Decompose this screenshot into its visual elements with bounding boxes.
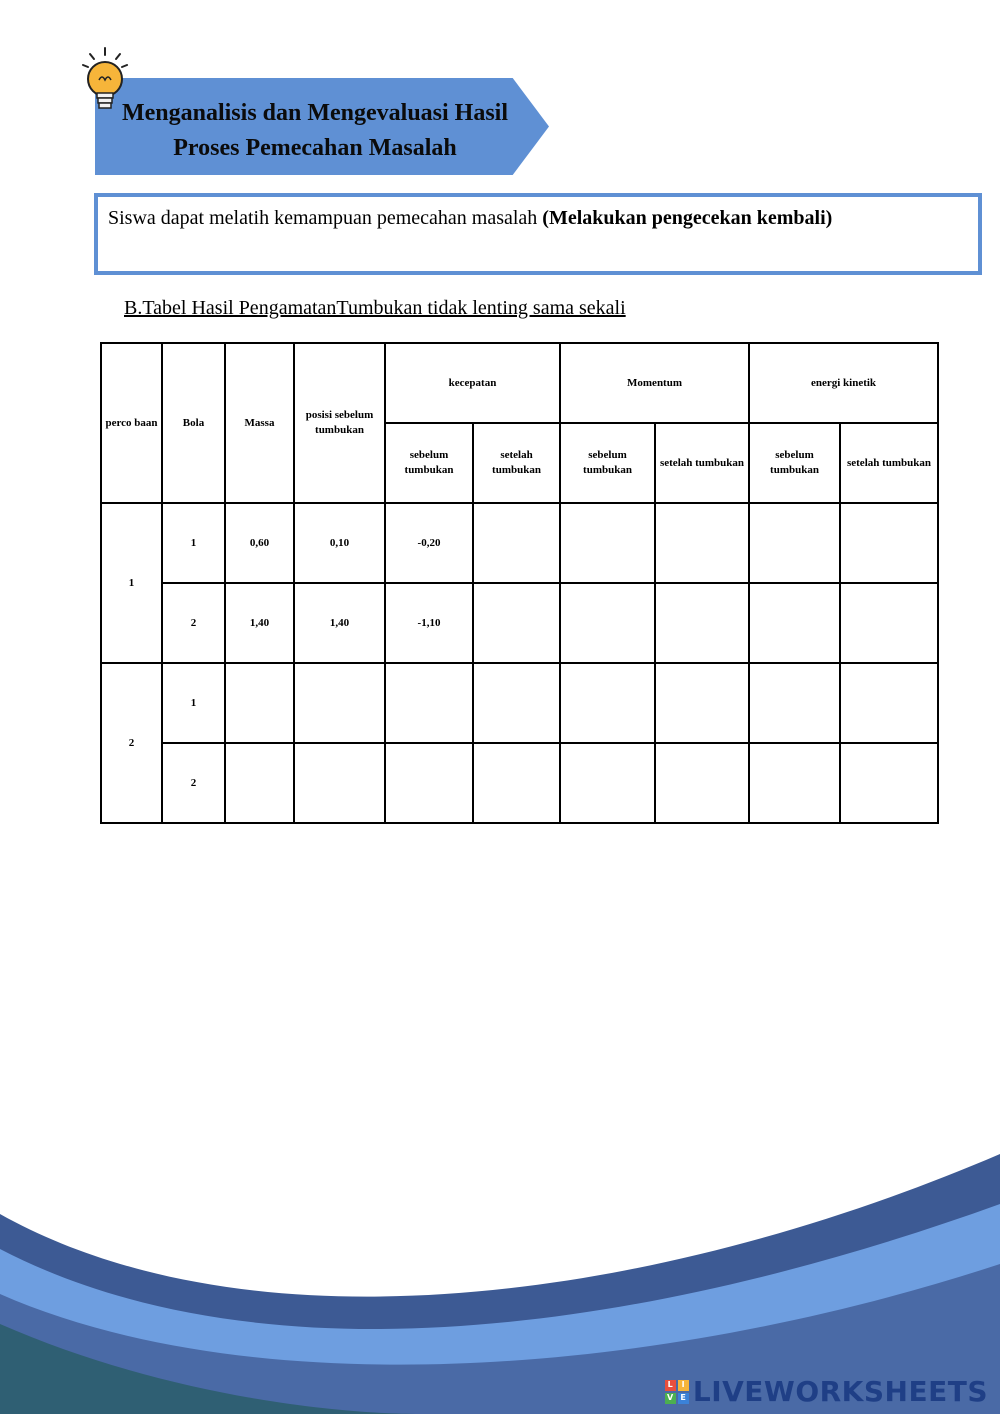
cell-posisi[interactable]: [294, 743, 385, 823]
table-header-row: [101, 343, 938, 423]
cell-ek-setelah[interactable]: [840, 583, 938, 663]
cell-ek-sebelum[interactable]: [749, 503, 840, 583]
brand-mark-icon: L I V E: [665, 1380, 689, 1404]
cell-p-setelah[interactable]: [655, 583, 749, 663]
lightbulb-icon: [80, 44, 136, 114]
cell-v-sebelum[interactable]: [385, 663, 473, 743]
cell-v-setelah[interactable]: [473, 743, 560, 823]
cell-p-sebelum[interactable]: [560, 583, 655, 663]
cell-p-sebelum[interactable]: [560, 743, 655, 823]
cell-ek-sebelum[interactable]: [749, 743, 840, 823]
cell-bola: 2: [162, 743, 225, 823]
cell-posisi[interactable]: 1,40: [294, 583, 385, 663]
cell-v-sebelum[interactable]: -0,20: [385, 503, 473, 583]
cell-percobaan: 1: [101, 503, 162, 663]
liveworksheets-logo: [665, 1375, 988, 1408]
section-title: [95, 96, 535, 166]
cell-p-setelah[interactable]: [655, 663, 749, 743]
cell-posisi[interactable]: 0,10: [294, 503, 385, 583]
cell-v-setelah[interactable]: [473, 583, 560, 663]
cell-massa[interactable]: [225, 663, 294, 743]
section-banner: [80, 44, 560, 184]
cell-bola: 2: [162, 583, 225, 663]
cell-massa[interactable]: [225, 743, 294, 823]
section-title-line1: Menganalisis dan Mengevaluasi Hasil: [121, 100, 509, 126]
brand-name: LIVEWORKSHEETS: [692, 1375, 988, 1408]
header-kecepatan: kecepatan: [385, 343, 560, 423]
header-ek-setelah: setelah tumbukan: [840, 423, 938, 503]
cell-ek-sebelum[interactable]: [749, 583, 840, 663]
cell-p-sebelum[interactable]: [560, 663, 655, 743]
cell-bola: 1: [162, 503, 225, 583]
objective-text: Siswa dapat melatih kemampuan pemecahan masalah: [108, 207, 543, 229]
header-posisi: posisi sebelum tumbukan: [294, 343, 385, 503]
header-v-setelah: setelah tumbukan: [473, 423, 560, 503]
header-massa: Massa: [225, 343, 294, 503]
table-row: [101, 583, 938, 663]
cell-ek-setelah[interactable]: [840, 663, 938, 743]
cell-v-setelah[interactable]: [473, 503, 560, 583]
cell-massa[interactable]: 1,40: [225, 583, 294, 663]
cell-massa[interactable]: 0,60: [225, 503, 294, 583]
table-row: [101, 503, 938, 583]
table-row: [101, 663, 938, 743]
cell-ek-setelah[interactable]: [840, 503, 938, 583]
header-ek-sebelum: sebelum tumbukan: [749, 423, 840, 503]
table-title: B.Tabel Hasil PengamatanTumbukan tidak lenting sama sekali: [124, 297, 626, 319]
header-bola: Bola: [162, 343, 225, 503]
cell-percobaan: 2: [101, 663, 162, 823]
cell-v-sebelum[interactable]: [385, 743, 473, 823]
cell-bola: 1: [162, 663, 225, 743]
table-row: [101, 743, 938, 823]
cell-p-sebelum[interactable]: [560, 503, 655, 583]
header-energi-kinetik: energi kinetik: [749, 343, 938, 423]
objective-emphasis: (Melakukan pengecekan kembali): [542, 207, 833, 229]
header-momentum: Momentum: [560, 343, 749, 423]
section-title-line2: Proses Pemecahan Masalah: [173, 135, 457, 161]
cell-ek-setelah[interactable]: [840, 743, 938, 823]
observation-table: [100, 342, 939, 824]
cell-ek-sebelum[interactable]: [749, 663, 840, 743]
cell-v-setelah[interactable]: [473, 663, 560, 743]
header-v-sebelum: sebelum tumbukan: [385, 423, 473, 503]
header-percobaan: perco baan: [101, 343, 162, 503]
objective-box: [94, 193, 982, 275]
cell-v-sebelum[interactable]: -1,10: [385, 583, 473, 663]
header-p-sebelum: sebelum tumbukan: [560, 423, 655, 503]
cell-posisi[interactable]: [294, 663, 385, 743]
cell-p-setelah[interactable]: [655, 503, 749, 583]
cell-p-setelah[interactable]: [655, 743, 749, 823]
header-p-setelah: setelah tumbukan: [655, 423, 749, 503]
